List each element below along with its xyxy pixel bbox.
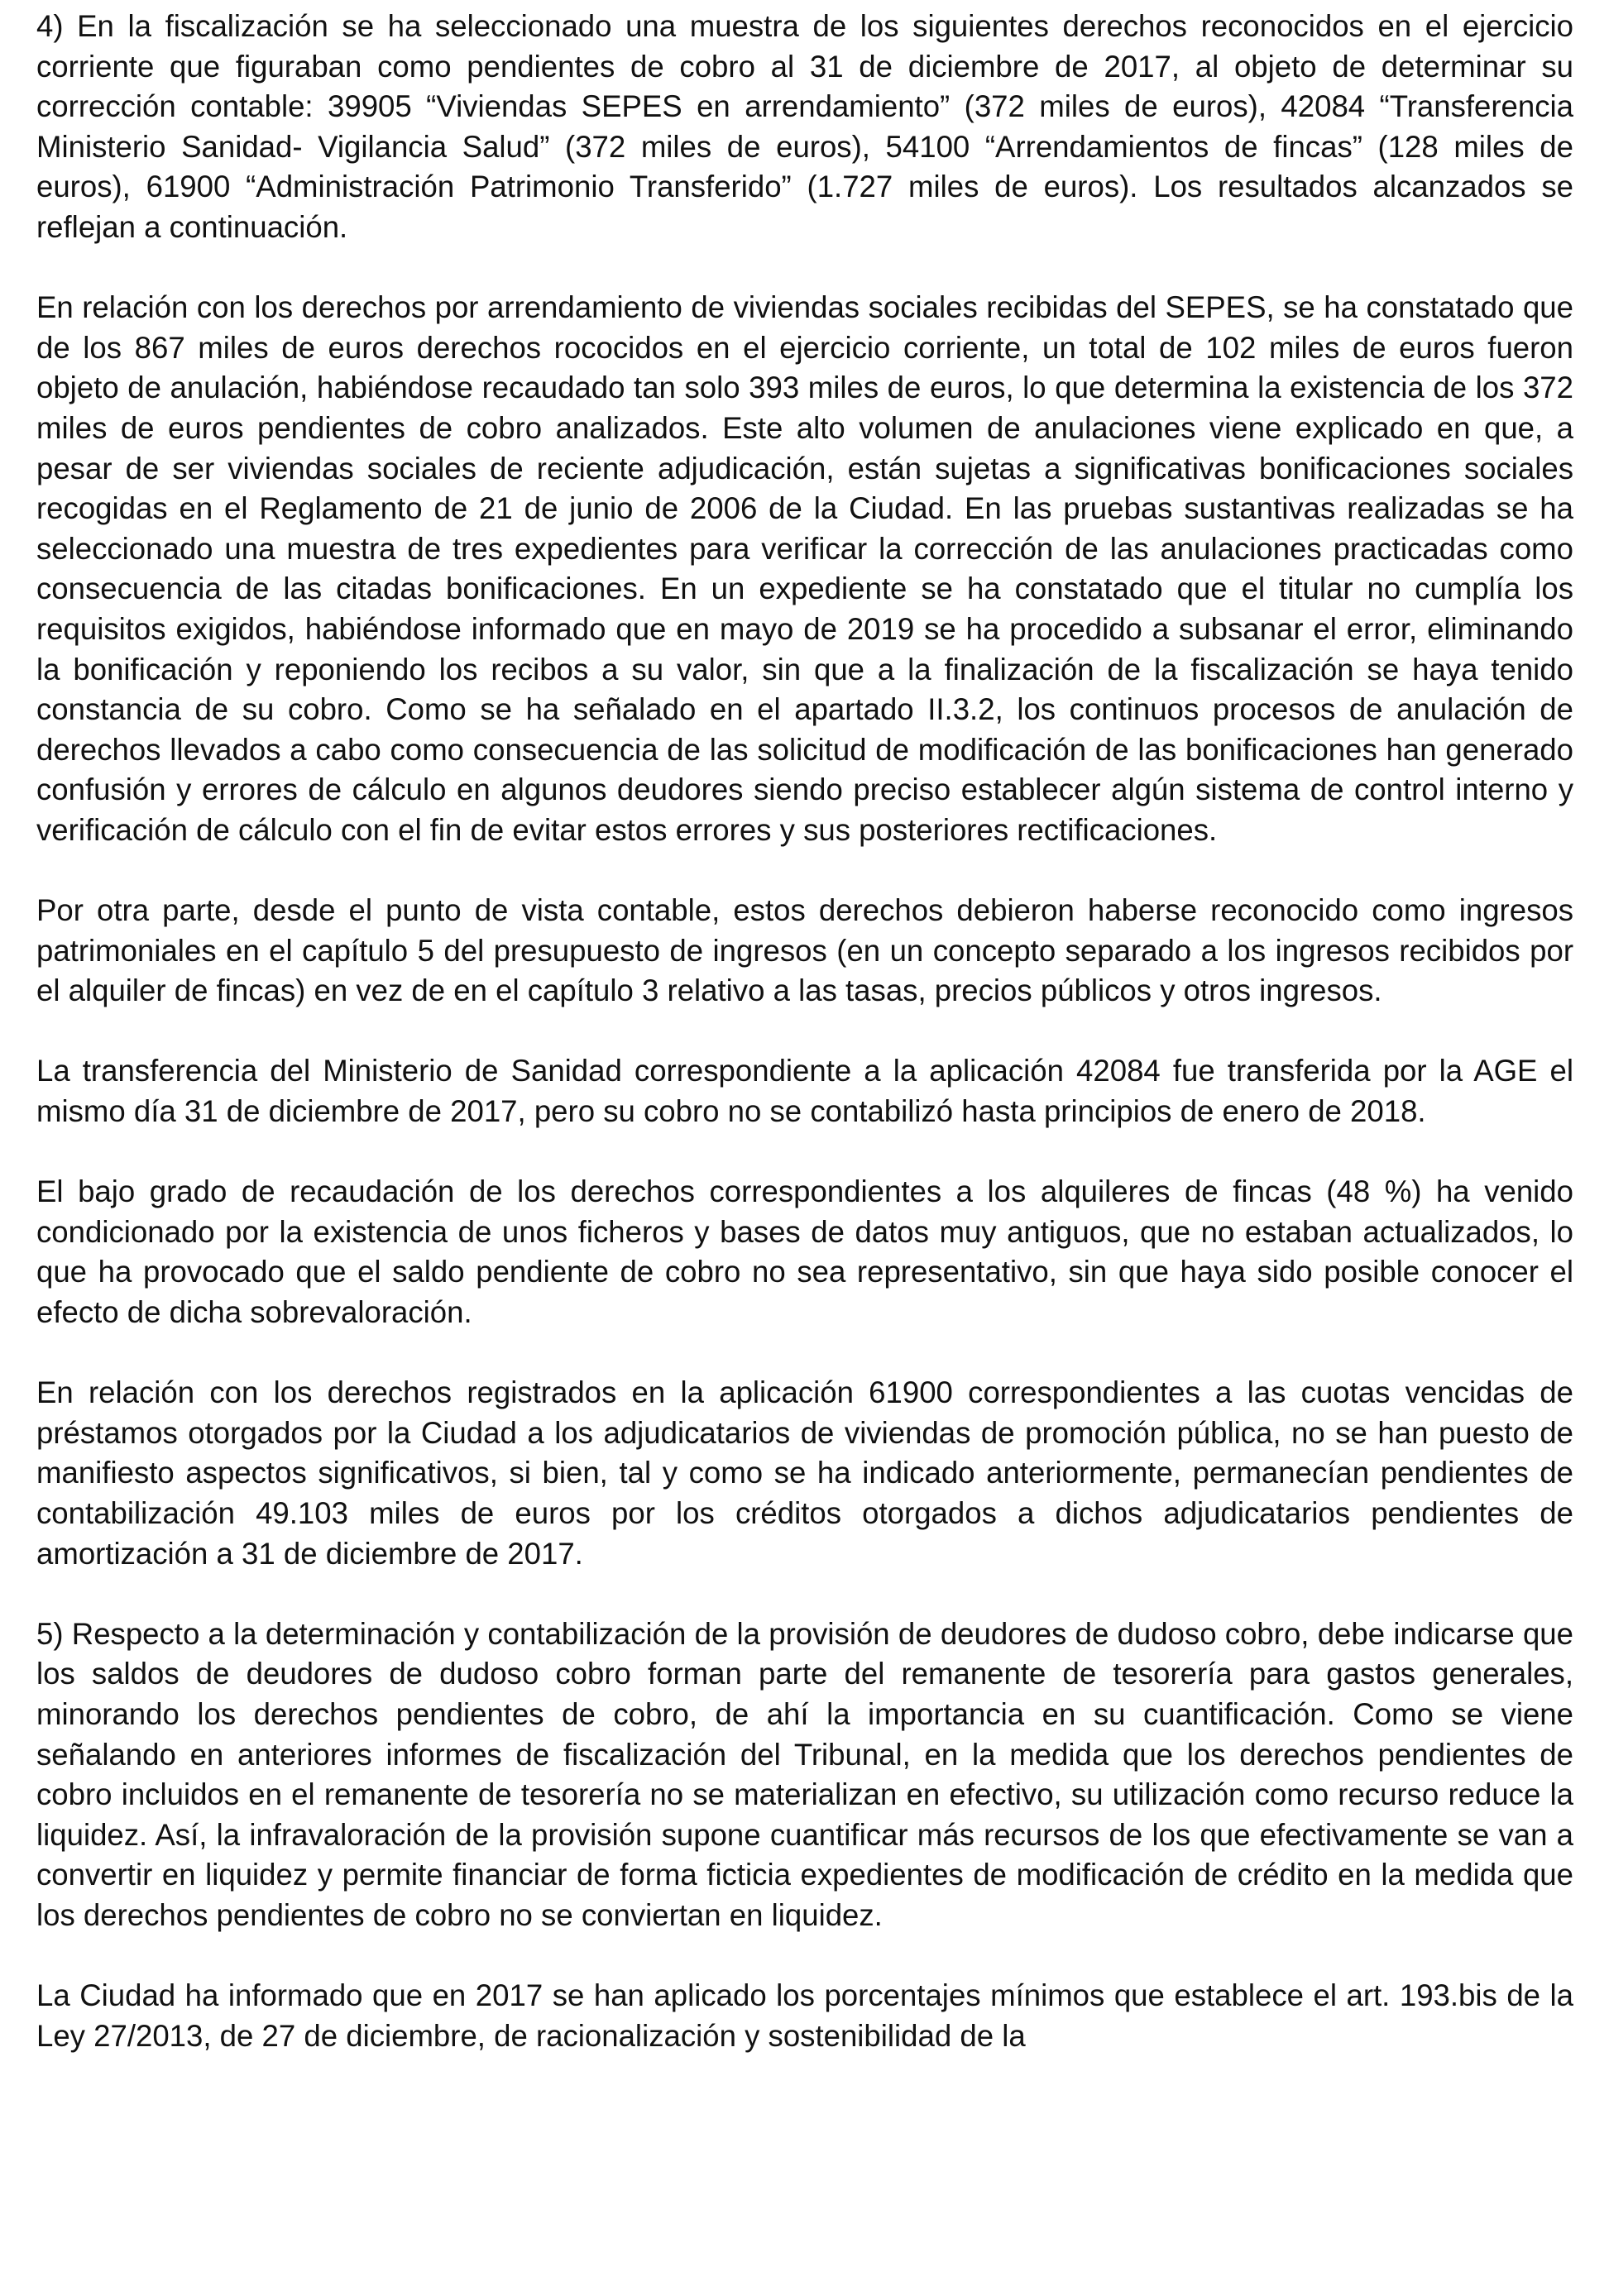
document-page [36, 7, 1573, 2056]
paragraph-ministry-transfer: La transferencia del Ministerio de Sanidad correspondiente a la aplicación 42084 fue transferida por la AGE el mismo día 31 de diciembre de 2017, pero su cobro no se contabilizó hasta principios de enero de 2018. [36, 1054, 1573, 1129]
paragraph-city-minimum-percentages: La Ciudad ha informado que en 2017 se han aplicado los porcentajes mínimos que establece el art. 193.bis de la Ley 27/2013, de 27 de diciembre, de racionalización y sostenibilidad de la [36, 1978, 1573, 2053]
paragraph-4-sample-selection: 4) En la fiscalización se ha seleccionado una muestra de los siguientes derechos reconocidos en el ejercicio corriente que figuraban como pendientes de cobro al 31 de diciembre de 2017, al objeto de determinar su corrección contable: 39905 “Viviendas SEPES en arrendamiento” (372 miles de euros), 42084 “Transferencia Ministerio Sanidad- Vigilancia Salud” (372 miles de euros), 54100 “Arrendamientos de fincas” (128 miles de euros), 61900 “Administración Patrimonio Transferido” (1.727 miles de euros). Los resultados alcanzados se reflejan a continuación. [36, 9, 1573, 244]
paragraph-accounting-classification: Por otra parte, desde el punto de vista contable, estos derechos debieron haberse reconocido como ingresos patrimoniales en el capítulo 5 del presupuesto de ingresos (en un concepto separado a los ingresos recibidos por el alquiler de fincas) en vez de en el capítulo 3 relativo a las tasas, precios públicos y otros ingresos. [36, 893, 1573, 1008]
paragraph-rental-collection: El bajo grado de recaudación de los derechos correspondientes a los alquileres de fincas (48 %) ha venido condicionado por la existencia de unos ficheros y bases de datos muy antiguos, que no estaban actualizados, lo que ha provocado que el saldo pendiente de cobro no sea representativo, sin que haya sido posible conocer el efecto de dicha sobrevaloración. [36, 1174, 1573, 1329]
paragraph-5-doubtful-debtors: 5) Respecto a la determinación y contabilización de la provisión de deudores de dudoso cobro, debe indicarse que los saldos de deudores de dudoso cobro forman parte del remanente de tesorería para gastos generales, minorando los derechos pendientes de cobro, de ahí la importancia en su cuantificación. Como se viene señalando en anteriores informes de fiscalización del Tribunal, en la medida que los derechos pendientes de cobro incluidos en el remanente de tesorería no se materializan en efectivo, su utilización como recurso reduce la liquidez. Así, la infravaloración de la provisión supone cuantificar más recursos de los que efectivamente se van a convertir en liquidez y permite financiar de forma ficticia expedientes de modificación de crédito en la medida que los derechos pendientes de cobro no se conviertan en liquidez. [36, 1616, 1573, 1932]
paragraph-loan-quotas: En relación con los derechos registrados en la aplicación 61900 correspondientes a las cuotas vencidas de préstamos otorgados por la Ciudad a los adjudicatarios de viviendas de promoción pública, no se han puesto de manifiesto aspectos significativos, si bien, tal y como se ha indicado anteriormente, permanecían pendientes de contabilización 49.103 miles de euros por los créditos otorgados a dichos adjudicatarios pendientes de amortización a 31 de diciembre de 2017. [36, 1375, 1573, 1571]
paragraph-sepes-housing-rights: En relación con los derechos por arrendamiento de viviendas sociales recibidas del SEPES, se ha constatado que de los 867 miles de euros derechos rococidos en el ejercicio corriente, un total de 102 miles de euros fueron objeto de anulación, habiéndose recaudado tan solo 393 miles de euros, lo que determina la existencia de los 372 miles de euros pendientes de cobro analizados. Este alto volumen de anulaciones viene explicado en que, a pesar de ser viviendas sociales de reciente adjudicación, están sujetas a significativas bonificaciones sociales recogidas en el Reglamento de 21 de junio de 2006 de la Ciudad. En las pruebas sustantivas realizadas se ha seleccionado una muestra de tres expedientes para verificar la corrección de las anulaciones practicadas como consecuencia de las citadas bonificaciones. En un expediente se ha constatado que el titular no cumplía los requisitos exigidos, habiéndose informado que en mayo de 2019 se ha procedido a subsanar el error, eliminando la bonificación y reponiendo los recibos a su valor, sin que a la finalización de la fiscalización se haya tenido constancia de su cobro. Como se ha señalado en el apartado II.3.2, los continuos procesos de anulación de derechos llevados a cabo como consecuencia de las solicitud de modificación de las bonificaciones han generado confusión y errores de cálculo en algunos deudores siendo preciso establecer algún sistema de control interno y verificación de cálculo con el fin de evitar estos errores y sus posteriores rectificaciones. [36, 290, 1573, 847]
